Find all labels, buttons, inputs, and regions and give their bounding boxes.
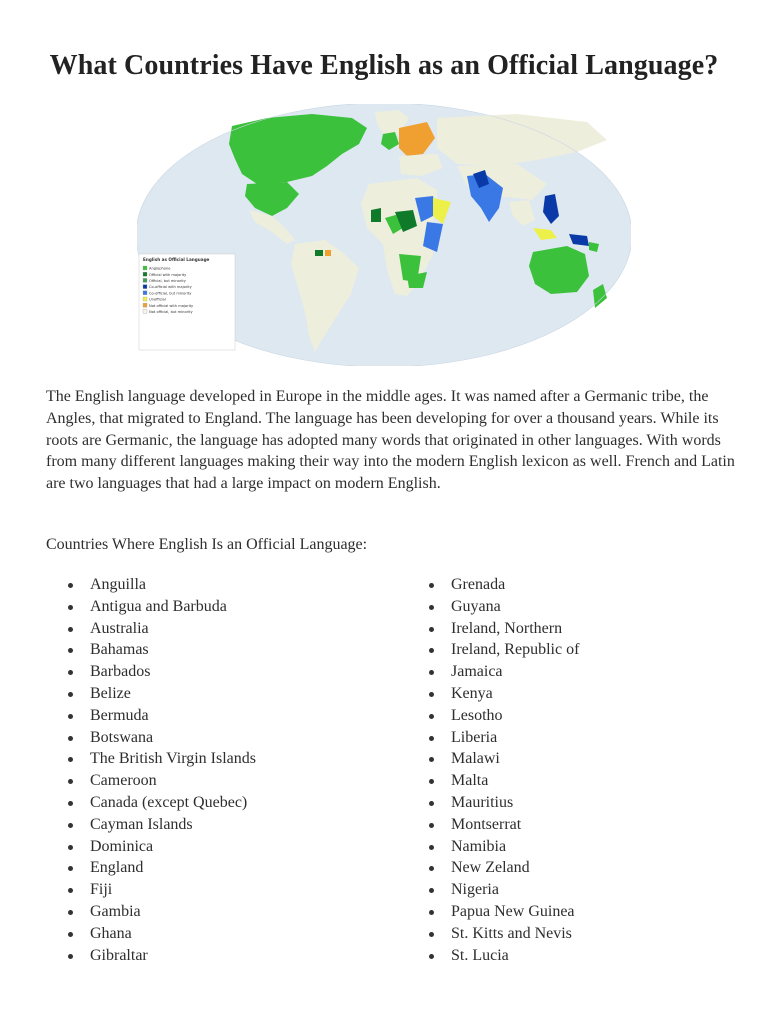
country-item: Anguilla <box>46 574 256 596</box>
country-item: Lesotho <box>407 705 579 727</box>
country-item: Kenya <box>407 683 579 705</box>
legend-swatch <box>143 309 147 313</box>
intro-paragraph: The English language developed in Europe in the middle ages. It was named after a Germanic tribe, the Angles, that migrated to England. The language has been developing for over a thousand years. While its roots are Germanic, the language has adopted many words that originated in other languages. With words from many different languages making their way into the modern English lexicon as well. French and Latin are two languages that had a large impact on modern English. <box>46 388 735 493</box>
legend-swatch <box>143 272 147 276</box>
legend-title: English as Official Language <box>143 257 210 262</box>
list-heading: Countries Where English Is an Official Language: <box>46 536 368 553</box>
country-item: Mauritius <box>407 792 579 814</box>
country-item: New Zeland <box>407 857 579 879</box>
legend-label: Co-official, but minority <box>149 291 192 296</box>
country-item: The British Virgin Islands <box>46 748 256 770</box>
world-map <box>137 104 631 366</box>
country-item: Barbados <box>46 661 256 683</box>
country-item: Antigua and Barbuda <box>46 596 256 618</box>
country-item: Ireland, Northern <box>407 618 579 640</box>
legend-swatch <box>143 297 147 301</box>
country-item: Bahamas <box>46 639 256 661</box>
world-map-image <box>137 104 631 366</box>
country-item: Australia <box>46 618 256 640</box>
country-item: Ireland, Republic of <box>407 639 579 661</box>
legend-swatch <box>143 303 147 307</box>
legend-label: Not official with majority <box>149 303 194 308</box>
country-item: Fiji <box>46 879 256 901</box>
country-item: Bermuda <box>46 705 256 727</box>
country-item: Botswana <box>46 727 256 749</box>
country-item: Jamaica <box>407 661 579 683</box>
legend-swatch <box>143 278 147 282</box>
legend-label: Co-official with majority <box>149 285 192 290</box>
country-item: Gambia <box>46 901 256 923</box>
countries-list-right <box>407 574 579 966</box>
country-item: Malawi <box>407 748 579 770</box>
countries-list-left <box>46 574 256 966</box>
country-item: Liberia <box>407 727 579 749</box>
country-item: St. Lucia <box>407 945 579 967</box>
map-legend <box>139 254 235 350</box>
country-item: Namibia <box>407 836 579 858</box>
legend-swatch <box>143 285 147 289</box>
country-item: Cameroon <box>46 770 256 792</box>
legend-label: Official with majority <box>149 272 187 277</box>
country-item: Dominica <box>46 836 256 858</box>
country-item: England <box>46 857 256 879</box>
country-item: Nigeria <box>407 879 579 901</box>
legend-label: Anglophone <box>149 266 171 271</box>
country-item: Ghana <box>46 923 256 945</box>
country-item: Cayman Islands <box>46 814 256 836</box>
legend-label: Official, but minority <box>149 279 186 283</box>
country-item: Papua New Guinea <box>407 901 579 923</box>
country-item: Montserrat <box>407 814 579 836</box>
legend-label: Unofficial <box>149 297 166 302</box>
country-item: Grenada <box>407 574 579 596</box>
country-item: Malta <box>407 770 579 792</box>
country-item: St. Kitts and Nevis <box>407 923 579 945</box>
legend-swatch <box>143 291 147 295</box>
legend-swatch <box>143 266 147 270</box>
country-item: Canada (except Quebec) <box>46 792 256 814</box>
legend-label: Not official, but minority <box>149 310 193 314</box>
country-item: Belize <box>46 683 256 705</box>
country-item: Gibraltar <box>46 945 256 967</box>
country-item: Guyana <box>407 596 579 618</box>
page-title: What Countries Have English as an Official Language? <box>49 50 719 81</box>
